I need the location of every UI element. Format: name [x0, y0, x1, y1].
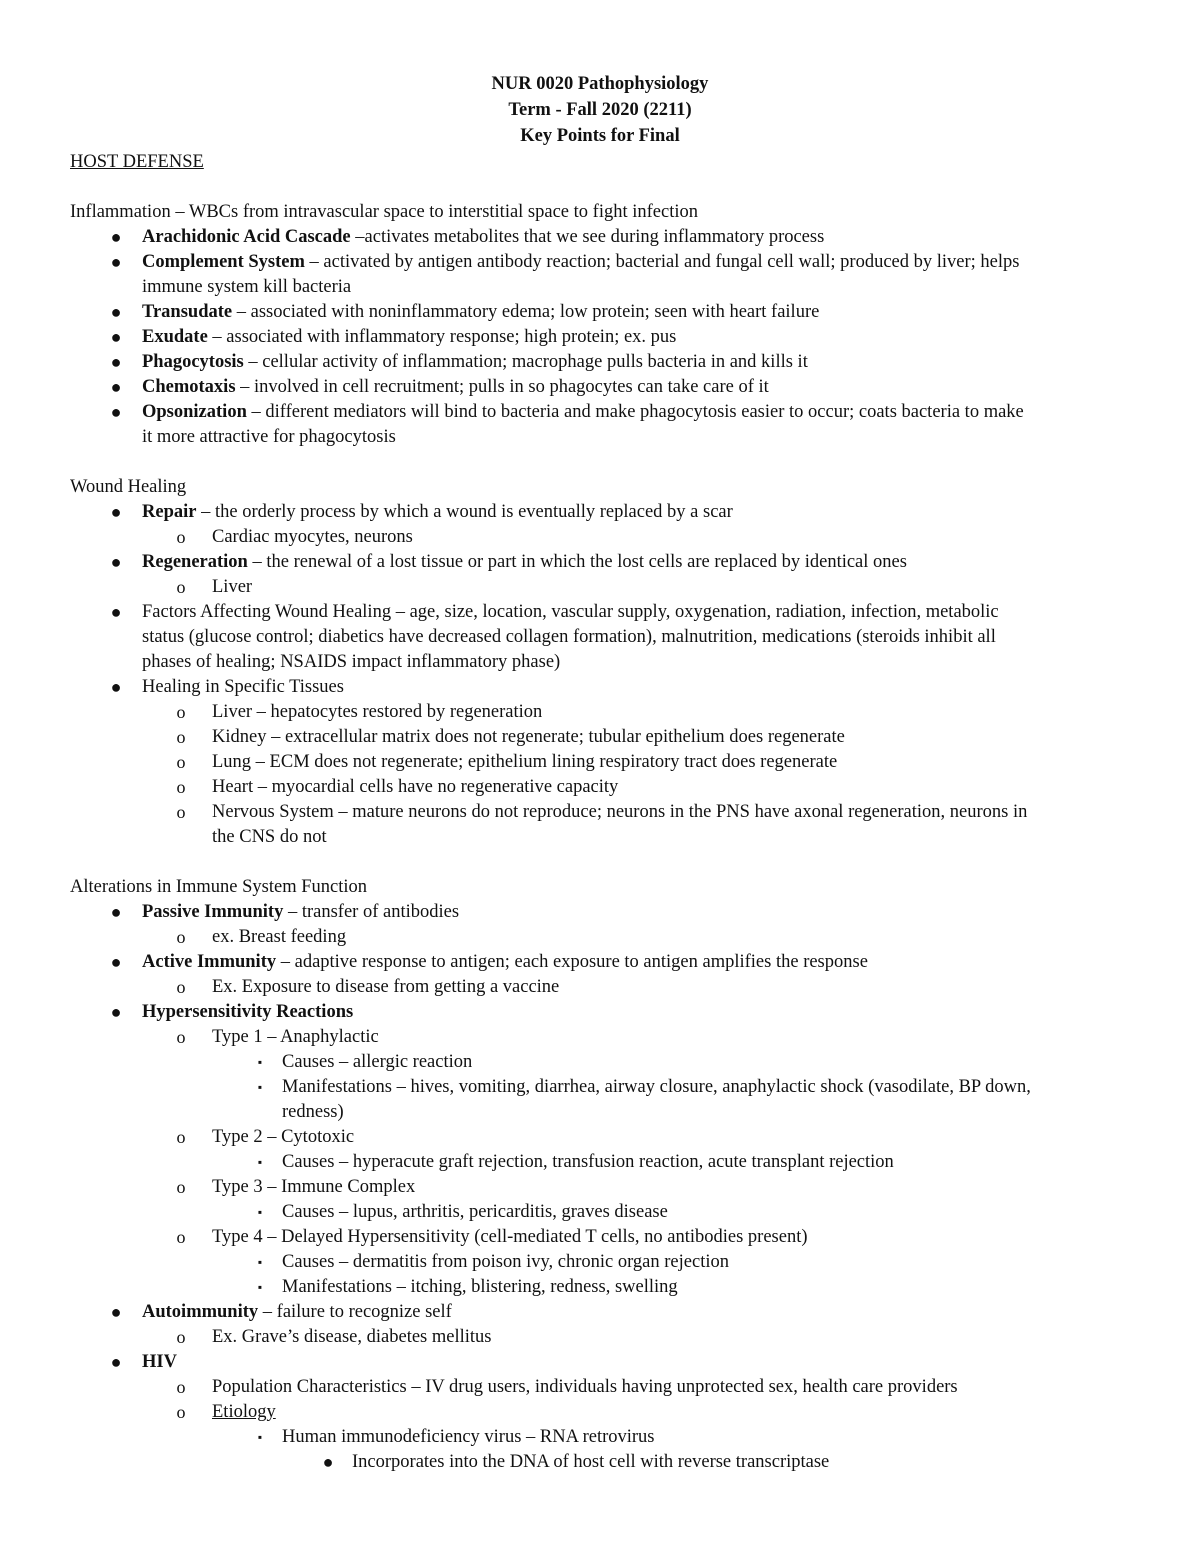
term-label: Exudate	[142, 327, 208, 347]
sub-item-regeneration-example: Liver	[212, 577, 253, 597]
detail-item-causes: Causes – lupus, arthritis, pericarditis, graves disease	[282, 1202, 668, 1222]
list-item-hiv	[142, 1350, 177, 1375]
circle-bullet-icon: o	[176, 1027, 186, 1047]
bullet-icon: ●	[110, 552, 122, 572]
list-item-continuation: immune system kill bacteria	[142, 277, 352, 297]
term-label: Repair	[142, 502, 197, 522]
term-text: – different mediators will bind to bacteria and make phagocytosis easier to occur; coats bacteria to make	[246, 402, 1024, 422]
doc-title-course: NUR 0020 Pathophysiology	[491, 74, 709, 94]
bullet-icon: ●	[110, 352, 122, 372]
square-bullet-icon: ▪	[257, 1255, 263, 1269]
bullet-icon: ●	[110, 327, 122, 347]
circle-bullet-icon: o	[176, 1402, 186, 1422]
term-label: Hypersensitivity Reactions	[142, 1002, 354, 1022]
circle-bullet-icon: o	[176, 527, 186, 547]
bullet-icon: ●	[110, 1352, 122, 1372]
circle-bullet-icon: o	[176, 727, 186, 747]
term-label: Regeneration	[142, 552, 248, 572]
term-text: – the renewal of a lost tissue or part in which the lost cells are replaced by identical ones	[247, 552, 907, 572]
circle-bullet-icon: o	[176, 702, 186, 722]
list-item-continuation: phases of healing; NSAIDS impact inflammatory phase)	[142, 652, 561, 672]
term-text: – adaptive response to antigen; each exposure to antigen amplifies the response	[276, 952, 868, 972]
bullet-icon: ●	[110, 252, 122, 272]
sub-item-active-example: Ex. Exposure to disease from getting a vaccine	[212, 977, 560, 997]
term-text: – activated by antigen antibody reaction; bacterial and fungal cell wall; produced by liver; helps	[304, 252, 1020, 272]
square-bullet-icon: ▪	[257, 1430, 263, 1444]
circle-bullet-icon: o	[176, 1327, 186, 1347]
circle-bullet-icon: o	[176, 752, 186, 772]
list-item-specific-tissues: Healing in Specific Tissues	[142, 677, 344, 697]
circle-bullet-icon: o	[176, 977, 186, 997]
sub-item-liver: Liver – hepatocytes restored by regeneration	[212, 702, 543, 722]
bullet-icon: ●	[110, 677, 122, 697]
term-label: Chemotaxis	[142, 377, 236, 397]
sub-item-continuation: the CNS do not	[212, 827, 327, 847]
bullet-icon: ●	[322, 1452, 334, 1472]
immune-heading: Alterations in Immune System Function	[70, 877, 368, 897]
term-text: – associated with noninflammatory edema; low protein; seen with heart failure	[232, 302, 820, 322]
circle-bullet-icon: o	[176, 1127, 186, 1147]
square-bullet-icon: ▪	[257, 1155, 263, 1169]
term-text: – the orderly process by which a wound is eventually replaced by a scar	[196, 502, 733, 522]
term-label: Active Immunity	[142, 952, 277, 972]
bullet-icon: ●	[110, 302, 122, 322]
list-item-chemotaxis	[142, 375, 769, 400]
term-label: Complement System	[142, 252, 305, 272]
sub-item-nervous-system: Nervous System – mature neurons do not reproduce; neurons in the PNS have axonal regeneration, neurons in	[212, 802, 1028, 822]
list-item-regeneration	[142, 550, 907, 575]
bullet-icon: ●	[110, 402, 122, 422]
list-item-arachidonic	[142, 225, 824, 250]
term-text: – associated with inflammatory response; high protein; ex. pus	[207, 327, 677, 347]
list-item-continuation: it more attractive for phagocytosis	[142, 427, 396, 447]
square-bullet-icon: ▪	[257, 1205, 263, 1219]
term-label: Arachidonic Acid Cascade	[142, 227, 351, 247]
bullet-icon: ●	[110, 227, 122, 247]
list-item-opsonization	[142, 400, 1024, 425]
bullet-icon: ●	[110, 952, 122, 972]
doc-title-key-points: Key Points for Final	[520, 126, 680, 146]
sub-item-type-2: Type 2 – Cytotoxic	[212, 1127, 355, 1147]
detail-item-manifestations: Manifestations – hives, vomiting, diarrhea, airway closure, anaphylactic shock (vasodilate, BP down,	[282, 1077, 1031, 1097]
list-item-repair	[142, 500, 733, 525]
bullet-icon: ●	[110, 1002, 122, 1022]
term-label: Phagocytosis	[142, 352, 244, 372]
detail-item-causes: Causes – hyperacute graft rejection, transfusion reaction, acute transplant rejection	[282, 1152, 894, 1172]
sub-item-passive-example: ex. Breast feeding	[212, 927, 347, 947]
circle-bullet-icon: o	[176, 1177, 186, 1197]
circle-bullet-icon: o	[176, 802, 186, 822]
sub-item-lung: Lung – ECM does not regenerate; epithelium lining respiratory tract does regenerate	[212, 752, 838, 772]
term-label: Opsonization	[142, 402, 247, 422]
detail-item-manifestations: Manifestations – itching, blistering, redness, swelling	[282, 1277, 678, 1297]
term-text: – transfer of antibodies	[283, 902, 460, 922]
term-text: – involved in cell recruitment; pulls in so phagocytes can take care of it	[235, 377, 769, 397]
sub-item-etiology: Etiology	[212, 1402, 276, 1422]
circle-bullet-icon: o	[176, 577, 186, 597]
detail-item-continuation: redness)	[282, 1102, 344, 1122]
detail-item-dna: Incorporates into the DNA of host cell with reverse transcriptase	[352, 1452, 830, 1472]
sub-item-population: Population Characteristics – IV drug users, individuals having unprotected sex, health care providers	[212, 1377, 958, 1397]
list-item-hypersensitivity	[142, 1000, 353, 1025]
term-label: Transudate	[142, 302, 233, 322]
list-item-continuation: status (glucose control; diabetics have decreased collagen formation), malnutrition, medications (steroids inhibit all	[142, 627, 996, 647]
square-bullet-icon: ▪	[257, 1080, 263, 1094]
circle-bullet-icon: o	[176, 777, 186, 797]
list-item-factors: Factors Affecting Wound Healing – age, size, location, vascular supply, oxygenation, radiation, infection, metabolic	[142, 602, 999, 622]
term-label: HIV	[142, 1352, 177, 1372]
bullet-icon: ●	[110, 502, 122, 522]
wound-healing-heading: Wound Healing	[70, 477, 187, 497]
sub-item-autoimmunity-example: Ex. Grave’s disease, diabetes mellitus	[212, 1327, 492, 1347]
circle-bullet-icon: o	[176, 1377, 186, 1397]
sub-item-heart: Heart – myocardial cells have no regenerative capacity	[212, 777, 619, 797]
inflammation-heading: Inflammation – WBCs from intravascular space to interstitial space to fight infection	[70, 202, 698, 222]
list-item-phagocytosis	[142, 350, 808, 375]
square-bullet-icon: ▪	[257, 1280, 263, 1294]
bullet-icon: ●	[110, 602, 122, 622]
list-item-exudate	[142, 325, 676, 350]
list-item-complement	[142, 250, 1019, 275]
list-item-transudate	[142, 300, 819, 325]
sub-item-type-1: Type 1 – Anaphylactic	[212, 1027, 379, 1047]
term-label: Autoimmunity	[142, 1302, 259, 1322]
sub-item-type-3: Type 3 – Immune Complex	[212, 1177, 416, 1197]
sub-item-type-4: Type 4 – Delayed Hypersensitivity (cell-mediated T cells, no antibodies present)	[212, 1227, 808, 1247]
section-title-host-defense: HOST DEFENSE	[70, 152, 204, 172]
term-text: – cellular activity of inflammation; macrophage pulls bacteria in and kills it	[243, 352, 808, 372]
sub-item-kidney: Kidney – extracellular matrix does not regenerate; tubular epithelium does regenerate	[212, 727, 845, 747]
square-bullet-icon: ▪	[257, 1055, 263, 1069]
bullet-icon: ●	[110, 1302, 122, 1322]
doc-title-term: Term - Fall 2020 (2211)	[508, 100, 692, 120]
sub-item-repair-examples: Cardiac myocytes, neurons	[212, 527, 413, 547]
term-label: Passive Immunity	[142, 902, 284, 922]
term-text: – failure to recognize self	[258, 1302, 452, 1322]
detail-item-virus: Human immunodeficiency virus – RNA retrovirus	[282, 1427, 655, 1447]
circle-bullet-icon: o	[176, 1227, 186, 1247]
circle-bullet-icon: o	[176, 927, 186, 947]
list-item-autoimmunity	[142, 1300, 452, 1325]
bullet-icon: ●	[110, 377, 122, 397]
term-text: –activates metabolites that we see during inflammatory process	[350, 227, 825, 247]
list-item-active-immunity	[142, 950, 868, 975]
detail-item-causes: Causes – allergic reaction	[282, 1052, 473, 1072]
detail-item-causes: Causes – dermatitis from poison ivy, chronic organ rejection	[282, 1252, 729, 1272]
list-item-passive-immunity	[142, 900, 459, 925]
bullet-icon: ●	[110, 902, 122, 922]
